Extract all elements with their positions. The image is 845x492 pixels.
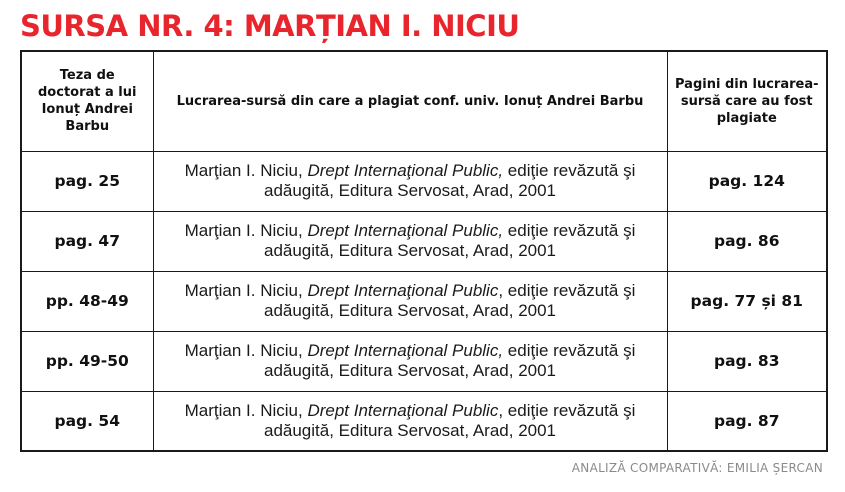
source-work-title: Drept Internaţional Public, <box>307 221 504 240</box>
page-title: SURSA NR. 4: MARȚIAN I. NICIU <box>20 9 520 43</box>
source-cell <box>153 391 667 451</box>
source-work-title: Drept Internaţional Public <box>307 281 499 300</box>
source-author: Marţian I. Niciu, <box>184 281 308 300</box>
source-work-title: Drept Internaţional Public, <box>307 161 504 180</box>
source-pages-cell: pag. 124 <box>667 151 827 211</box>
source-author: Marţian I. Niciu, <box>184 221 308 240</box>
table-row <box>21 211 827 271</box>
source-cell <box>153 271 667 331</box>
thesis-page-cell: pag. 47 <box>21 211 153 271</box>
source-author: Marţian I. Niciu, <box>184 161 308 180</box>
header-thesis: Teza de doctorat a lui Ionuț Andrei Barbu <box>21 51 153 151</box>
source-pages-cell: pag. 77 și 81 <box>667 271 827 331</box>
table-row <box>21 331 827 391</box>
source-cell <box>153 211 667 271</box>
source-edition: ediţie revăzută şi adăugită, Editura Servosat, Arad, 2001 <box>263 221 636 260</box>
source-work-title: Drept Internaţional Public, <box>307 341 504 360</box>
source-author: Marţian I. Niciu, <box>184 341 308 360</box>
thesis-page-cell: pp. 49-50 <box>21 331 153 391</box>
source-pages-cell: pag. 87 <box>667 391 827 451</box>
author-credit: ANALIZĂ COMPARATIVĂ: EMILIA ȘERCAN <box>571 461 823 475</box>
source-cell <box>153 151 667 211</box>
source-work-title: Drept Internaţional Public <box>307 400 499 420</box>
thesis-page-cell: pag. 54 <box>21 391 153 451</box>
table-row <box>21 151 827 211</box>
source-pages-cell: pag. 83 <box>667 331 827 391</box>
header-plagiarized-pages: Pagini din lucrarea-sursă care au fost plagiate <box>667 51 827 151</box>
plagiarism-table <box>20 50 828 452</box>
thesis-page-cell: pag. 25 <box>21 151 153 211</box>
header-source-work: Lucrarea-sursă din care a plagiat conf. univ. Ionuț Andrei Barbu <box>153 51 667 151</box>
source-edition: ediţie revăzută şi adăugită, Editura Servosat, Arad, 2001 <box>263 161 636 200</box>
source-cell <box>153 331 667 391</box>
table-row <box>21 271 827 331</box>
source-edition: , ediţie revăzută şi adăugită, Editura Servosat, Arad, 2001 <box>263 281 636 320</box>
table-header-row <box>21 51 827 151</box>
source-edition: ediţie revăzută şi adăugită, Editura Servosat, Arad, 2001 <box>263 341 636 380</box>
source-edition: , ediţie revăzută şi adăugită, Editura Servosat, Arad, 2001 <box>263 400 636 440</box>
table-row <box>21 391 827 451</box>
source-pages-cell: pag. 86 <box>667 211 827 271</box>
thesis-page-cell: pp. 48-49 <box>21 271 153 331</box>
source-author: Marţian I. Niciu, <box>184 400 308 420</box>
